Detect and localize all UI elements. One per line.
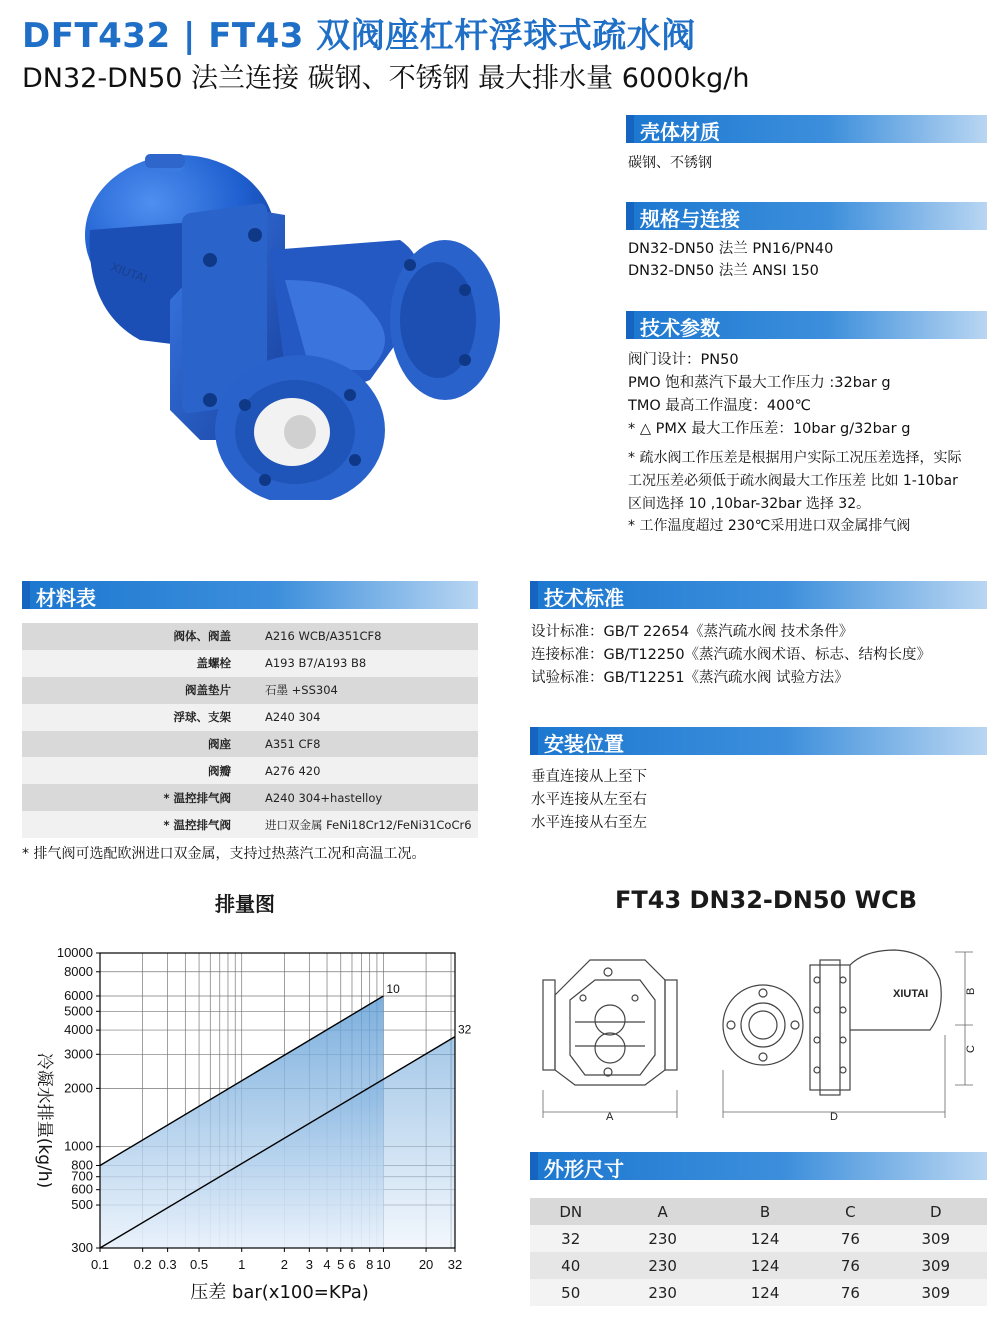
section-install-position bbox=[530, 727, 987, 755]
y-tick-label: 6000 bbox=[64, 987, 93, 1003]
page-title: DFT432 | FT43 双阀座杠杆浮球式疏水阀 bbox=[22, 16, 696, 56]
dim-label-b: B bbox=[965, 987, 977, 995]
dim-label-c: C bbox=[965, 1045, 977, 1053]
body-material-text: 碳钢、不锈钢 bbox=[628, 155, 712, 171]
table-row bbox=[22, 731, 478, 758]
table-row bbox=[22, 811, 478, 838]
y-tick-label: 300 bbox=[71, 1240, 93, 1255]
x-tick-label: 32 bbox=[447, 1257, 463, 1272]
material-cell: A351 CF8 bbox=[265, 737, 321, 751]
part-cell: 阀座 bbox=[208, 737, 231, 751]
param-note: 工况压差必须低于疏水阀最大工作压差 比如 1-10bar bbox=[628, 473, 958, 489]
section-heading: 规格与连接 bbox=[640, 207, 740, 231]
param-line: 阀门设计：PN50 bbox=[628, 352, 739, 368]
section-spec-connection bbox=[626, 202, 987, 230]
param-line: TMO 最高工作温度：400℃ bbox=[628, 398, 811, 414]
material-footnote: * 排气阀可选配欧洲进口双金属，支持过热蒸汽工况和高温工况。 bbox=[22, 846, 426, 862]
dim-label-a: A bbox=[606, 1111, 614, 1123]
x-tick-label: 8 bbox=[366, 1257, 374, 1272]
y-tick-label: 8000 bbox=[64, 963, 93, 979]
table-cell: 76 bbox=[816, 1225, 884, 1252]
table-row bbox=[22, 623, 478, 650]
table-cell: 40 bbox=[530, 1252, 611, 1279]
table-cell: 230 bbox=[611, 1252, 713, 1279]
x-tick-label: 0.3 bbox=[158, 1257, 177, 1272]
part-cell: 盖螺栓 bbox=[196, 656, 231, 671]
standard-line: 试验标准：GB/T12251《蒸汽疏水阀 试验方法》 bbox=[531, 670, 849, 686]
table-row bbox=[22, 757, 478, 784]
install-line: 水平连接从右至左 bbox=[531, 815, 647, 831]
section-body-material bbox=[626, 115, 987, 143]
material-cell: 石墨 +SS304 bbox=[265, 683, 338, 698]
x-tick-label: 2 bbox=[280, 1257, 288, 1272]
table-row bbox=[22, 704, 478, 731]
part-cell: 阀体、阀盖 bbox=[173, 629, 231, 644]
drawing-title: FT43 DN32-DN50 WCB bbox=[615, 886, 918, 914]
x-tick-label: 0.2 bbox=[133, 1257, 152, 1272]
table-row bbox=[530, 1225, 987, 1252]
table-row bbox=[530, 1252, 987, 1279]
y-tick-label: 5000 bbox=[64, 1003, 93, 1019]
table-cell: 230 bbox=[611, 1279, 713, 1306]
material-cell: 进口双金属 FeNi18Cr12/FeNi31CoCr6 bbox=[265, 817, 472, 832]
x-tick-label: 5 bbox=[337, 1257, 345, 1272]
column-header: C bbox=[816, 1198, 884, 1225]
table-row bbox=[22, 650, 478, 677]
material-cell: A193 B7/A193 B8 bbox=[265, 656, 367, 671]
param-line: * △ PMX 最大工作压差：10bar g/32bar g bbox=[628, 421, 911, 437]
dimensions-table bbox=[530, 1198, 987, 1306]
material-cell: A240 304+hastelloy bbox=[265, 790, 383, 805]
section-tech-params bbox=[626, 311, 987, 339]
y-tick-label: 600 bbox=[71, 1181, 93, 1197]
table-cell: 32 bbox=[530, 1225, 611, 1252]
dim-label-d: D bbox=[830, 1111, 838, 1123]
y-tick-label: 10000 bbox=[56, 945, 93, 960]
section-heading: 技术标准 bbox=[544, 586, 624, 610]
y-tick-label: 1000 bbox=[64, 1138, 93, 1154]
drawing-brand: XIUTAI bbox=[893, 988, 929, 1000]
table-cell: 309 bbox=[885, 1279, 987, 1306]
x-tick-label: 1 bbox=[238, 1257, 246, 1272]
y-tick-label: 3000 bbox=[64, 1046, 93, 1062]
material-cell: A216 WCB/A351CF8 bbox=[265, 629, 382, 644]
x-tick-label: 0.5 bbox=[190, 1257, 209, 1272]
x-tick-label: 6 bbox=[348, 1257, 356, 1272]
x-tick-label: 0.1 bbox=[90, 1257, 110, 1272]
table-row bbox=[22, 677, 478, 704]
series-label-32: 32 bbox=[458, 1022, 472, 1037]
table-header-row bbox=[530, 1198, 987, 1225]
table-cell: 124 bbox=[714, 1252, 816, 1279]
page-subtitle: DN32-DN50 法兰连接 碳钢、不锈钢 最大排水量 6000kg/h bbox=[22, 63, 750, 94]
table-cell: 124 bbox=[714, 1225, 816, 1252]
y-tick-label: 800 bbox=[71, 1157, 93, 1173]
column-header: DN bbox=[530, 1198, 611, 1225]
material-cell: A276 420 bbox=[265, 763, 321, 778]
install-line: 水平连接从左至右 bbox=[531, 792, 647, 808]
section-dimensions bbox=[530, 1152, 987, 1180]
y-tick-label: 2000 bbox=[64, 1080, 93, 1096]
y-tick-label: 500 bbox=[71, 1197, 93, 1213]
x-tick-label: 20 bbox=[418, 1257, 434, 1272]
table-cell: 309 bbox=[885, 1252, 987, 1279]
section-heading: 壳体材质 bbox=[640, 120, 720, 144]
svg-text:XIUTAI: XIUTAI bbox=[108, 259, 150, 286]
y-tick-label: 4000 bbox=[64, 1022, 93, 1038]
table-row bbox=[530, 1279, 987, 1306]
table-cell: 50 bbox=[530, 1279, 611, 1306]
part-cell: * 温控排气阀 bbox=[163, 817, 231, 832]
dimension-drawing bbox=[535, 940, 985, 1125]
spec-line: DN32-DN50 法兰 PN16/PN40 bbox=[628, 241, 834, 257]
capacity-chart bbox=[15, 935, 485, 1310]
part-cell: 阀瓣 bbox=[208, 763, 231, 778]
y-axis-label: 冷凝水排量(kg/h) bbox=[34, 1052, 54, 1189]
material-cell: A240 304 bbox=[265, 710, 321, 725]
x-tick-label: 10 bbox=[376, 1257, 391, 1272]
chart-title: 排量图 bbox=[215, 892, 275, 916]
param-note: * 工作温度超过 230℃采用进口双金属排气阀 bbox=[628, 518, 911, 534]
column-header: A bbox=[611, 1198, 713, 1225]
section-heading: 外形尺寸 bbox=[544, 1157, 624, 1181]
column-header: B bbox=[714, 1198, 816, 1225]
table-cell: 76 bbox=[816, 1279, 884, 1306]
param-note: 区间选择 10 ,10bar-32bar 选择 32。 bbox=[628, 496, 871, 512]
column-header: D bbox=[885, 1198, 987, 1225]
table-cell: 76 bbox=[816, 1252, 884, 1279]
section-heading: 安装位置 bbox=[544, 732, 624, 756]
section-heading: 技术参数 bbox=[640, 316, 720, 340]
param-note: * 疏水阀工作压差是根据用户实际工况压差选择，实际 bbox=[628, 450, 962, 466]
part-cell: 浮球、支架 bbox=[173, 710, 231, 725]
series-label-10: 10 bbox=[386, 981, 400, 996]
y-tick-label: 700 bbox=[71, 1168, 93, 1184]
standard-line: 连接标准：GB/T12250《蒸汽疏水阀术语、标志、结构长度》 bbox=[531, 647, 932, 663]
x-tick-label: 4 bbox=[323, 1257, 331, 1272]
material-table bbox=[22, 623, 478, 838]
param-line: PMO 饱和蒸汽下最大工作压力 :32bar g bbox=[628, 375, 891, 391]
x-axis-label: 压差 bar(x100=KPa) bbox=[190, 1282, 369, 1303]
product-image bbox=[70, 140, 540, 500]
x-tick-label: 3 bbox=[305, 1257, 313, 1272]
table-row bbox=[22, 784, 478, 811]
table-cell: 124 bbox=[714, 1279, 816, 1306]
section-heading: 材料表 bbox=[36, 586, 96, 610]
standard-line: 设计标准：GB/T 22654《蒸汽疏水阀 技术条件》 bbox=[531, 624, 854, 640]
table-cell: 309 bbox=[885, 1225, 987, 1252]
section-tech-standards bbox=[530, 581, 987, 609]
part-cell: * 温控排气阀 bbox=[163, 790, 231, 805]
part-cell: 阀盖垫片 bbox=[185, 683, 231, 698]
table-cell: 230 bbox=[611, 1225, 713, 1252]
spec-line: DN32-DN50 法兰 ANSI 150 bbox=[628, 263, 819, 279]
install-line: 垂直连接从上至下 bbox=[531, 769, 647, 785]
section-material-table bbox=[22, 581, 478, 609]
